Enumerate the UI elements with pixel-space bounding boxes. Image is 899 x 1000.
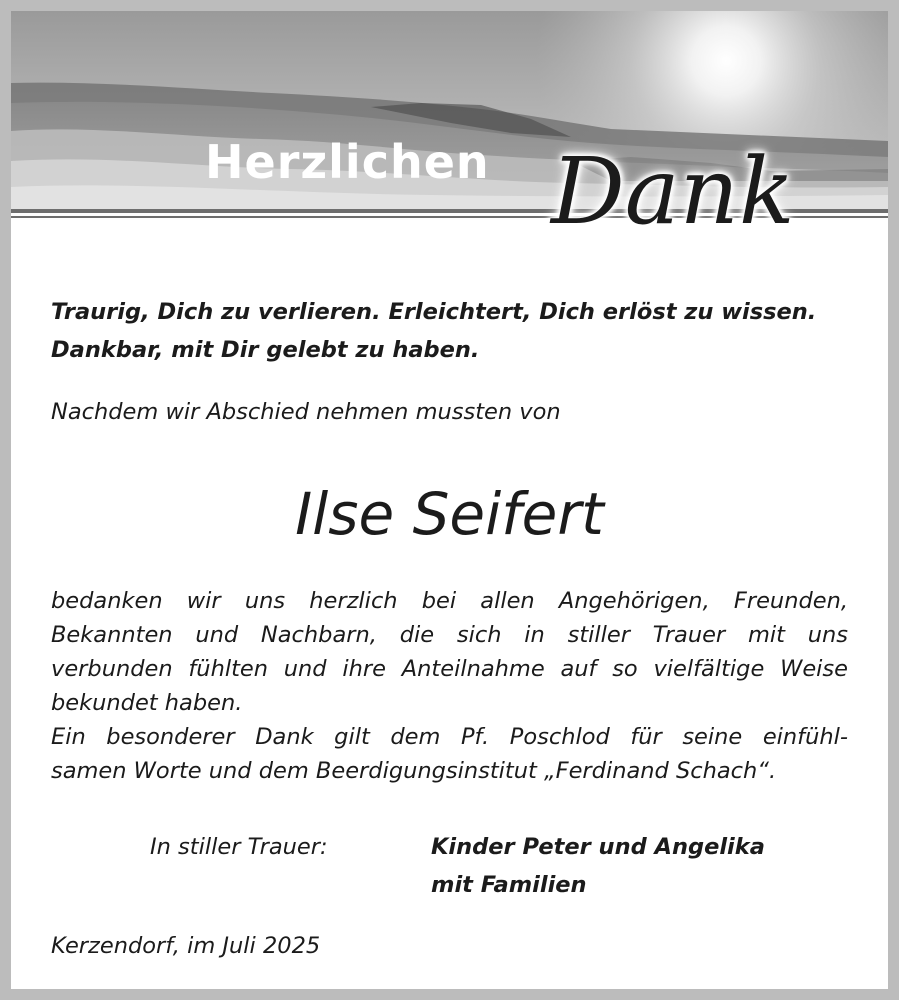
quote-line-2: Dankbar, mit Dir gelebt zu haben. bbox=[51, 337, 480, 363]
body-line: Bekannten und Nachbarn, die sich in stiller Trauer mit uns bbox=[51, 622, 848, 648]
quote-line-1: Traurig, Dich zu verlieren. Erleichtert, Dich erlöst zu wissen. bbox=[51, 299, 817, 325]
header-title-dank: Dank bbox=[551, 138, 795, 245]
body-line: Ein besonderer Dank gilt dem Pf. Poschlod für seine einfühl- bbox=[51, 724, 848, 750]
header-title-herzlichen: Herzlichen bbox=[205, 135, 490, 189]
body-line: samen Worte und dem Beerdigungsinstitut „Ferdinand Schach“. bbox=[51, 758, 777, 784]
body-line: bedanken wir uns herzlich bei allen Angehörigen, Freunden, bbox=[51, 588, 848, 614]
place-date: Kerzendorf, im Juli 2025 bbox=[51, 933, 321, 959]
obituary-card bbox=[11, 11, 888, 989]
header-title-dank-wrapper bbox=[541, 126, 871, 266]
body-line: bekundet haben. bbox=[51, 690, 243, 716]
intro-text: Nachdem wir Abschied nehmen mussten von bbox=[51, 399, 561, 425]
signature-line-2: mit Familien bbox=[431, 872, 587, 898]
deceased-name: Ilse Seifert bbox=[295, 480, 604, 548]
body-text bbox=[51, 584, 848, 788]
signature-label: In stiller Trauer: bbox=[150, 834, 328, 860]
signature-line-1: Kinder Peter und Angelika bbox=[431, 834, 765, 860]
body-line: verbunden fühlten und ihre Anteilnahme auf so vielfältige Weise bbox=[51, 656, 848, 682]
